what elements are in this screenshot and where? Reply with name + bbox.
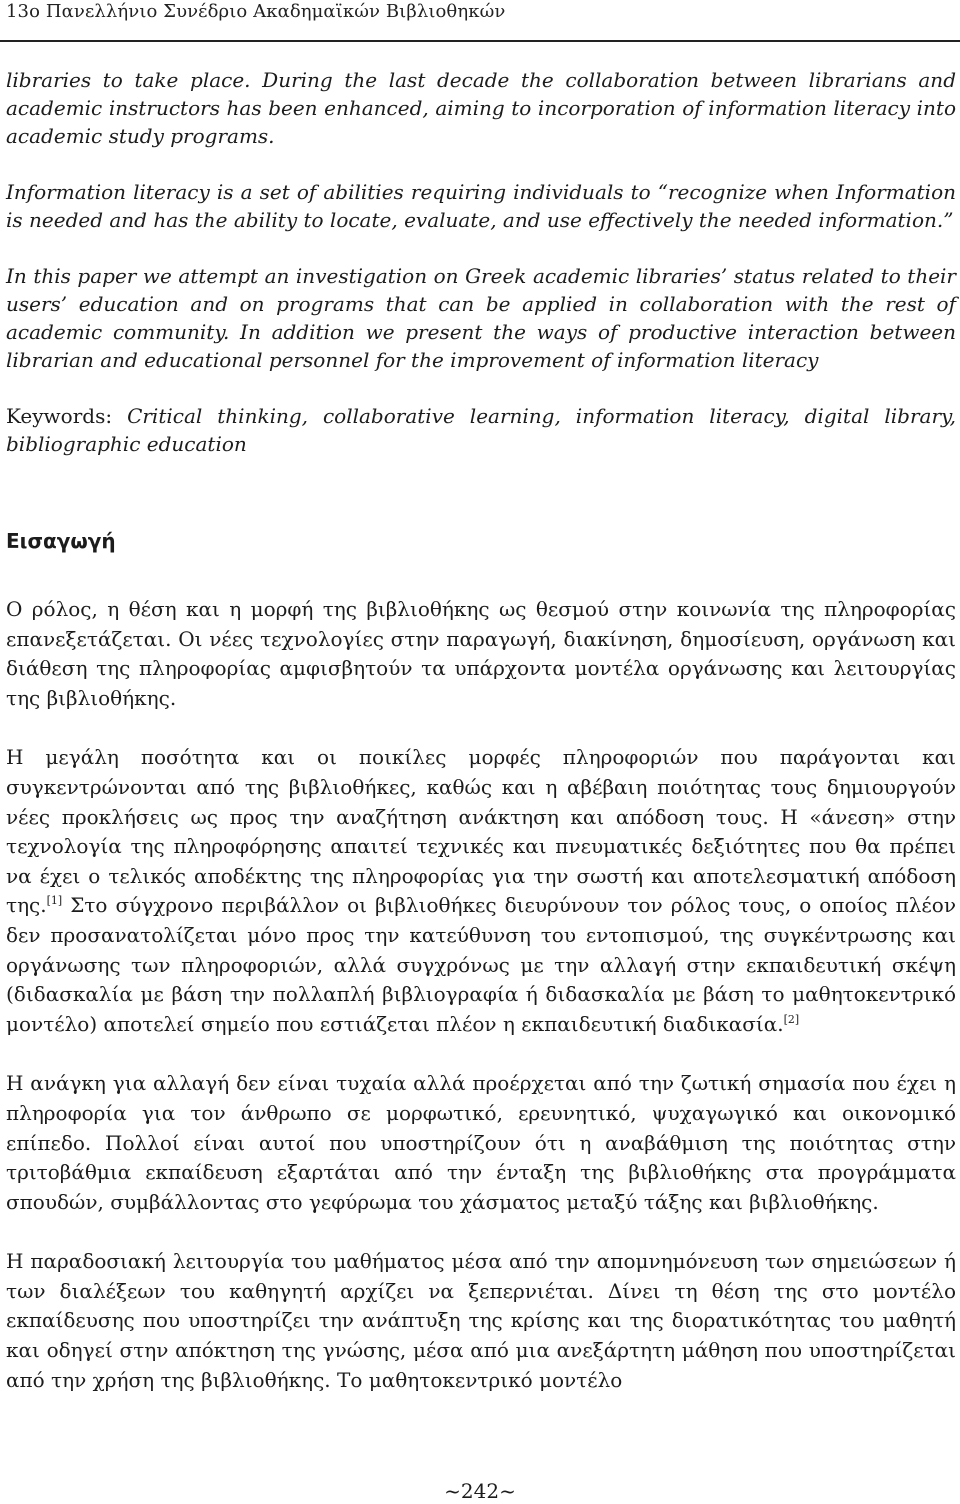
intro-paragraph-1: Ο ρόλος, η θέση και η μορφή της βιβλιοθήκης ως θεσμού στην κοινωνία της πληροφορίας επανεξετάζεται. Οι νέες τεχνολογίες στην παραγωγή, διακίνηση, δημοσίευση, οργάνωση και διάθεση της πληροφορίας αμφισβητούν τα υπάρχοντα μοντέλα οργάνωσης και λειτουργίας της βιβλιοθήκης.	[6, 597, 956, 710]
page-number: ~242~	[444, 1479, 516, 1503]
page-body	[6, 66, 956, 1395]
intro-paragraph-2	[6, 743, 956, 1039]
citation-ref-1: [1]	[46, 894, 63, 908]
keywords-list: Critical thinking, collaborative learning, information literacy, digital library, bibliographic education	[6, 404, 957, 456]
intro-paragraph-4: Η παραδοσιακή λειτουργία του μαθήματος μέσα από την απομνημόνευση των σημειώσεων ή των διαλέξεων του καθηγητή αρχίζει να ξεπερνιέται. Δίνει τη θέση της στο μοντέλο εκπαίδευσης που υποστηρίζει την ανάπτυξη της κρίσης και της διορατικότητας του μαθητή και οδηγεί στην απόκτηση της γνώσης, μέσα από μια ανεξάρτητη μάθηση που υποστηρίζεται από την χρήση της βιβλιοθήκης. Το μαθητοκεντρικό μοντέλο	[6, 1249, 956, 1392]
abstract-paragraph-1: libraries to take place. During the last decade the collaboration between librarians and academic instructors has been enhanced, aiming to incorporation of information literacy into academic study programs.	[6, 68, 956, 148]
keywords-line	[6, 402, 956, 458]
abstract-paragraph-3: In this paper we attempt an investigation on Greek academic libraries’ status related to their users’ education and on programs that can be applied in collaboration with the rest of academic community. In addition we present the ways of productive interaction between librarian and educational personnel for the improvement of information literacy	[6, 264, 956, 372]
section-heading: Εισαγωγή	[6, 529, 116, 553]
keywords-label: Keywords:	[6, 404, 113, 428]
intro-paragraph-2-part-a: Η μεγάλη ποσότητα και οι ποικίλες μορφές πληροφοριών που παράγονται και συγκεντρώνονται από της βιβλιοθήκες, καθώς και η αβέβαιη ποιότητας τους δημιουργούν νέες προκλήσεις ως προς την αναζήτηση ανάκτηση και απόδοση τους. Η «άνεση» στην τεχνολογία της πληροφόρησης απαιτεί τεχνικές και πνευματικές δεξιότητες που θα πρέπει να έχει ο τελικός αποδέκτης της πληροφορίας για την σωστή και αποτελεσματική απόδοση της.	[6, 745, 956, 918]
intro-paragraph-3: Η ανάγκη για αλλαγή δεν είναι τυχαία αλλά προέρχεται από την ζωτική σημασία που έχει η πληροφορία για τον άνθρωπο σε μορφωτικό, ερευνητικό, ψυχαγωγικό και οικονομικό επίπεδο. Πολλοί είναι αυτοί που υποστηρίζουν ότι η αναβάθμιση της ποιότητας στην τριτοβάθμια εκπαίδευση εξαρτάται από την ένταξη της βιβλιοθήκης στα προγράμματα σπουδών, συμβάλλοντας στο γεφύρωμα του χάσματος μεταξύ τάξης και βιβλιοθήκης.	[6, 1071, 956, 1214]
header-rule	[0, 40, 960, 42]
running-header: 13ο Πανελλήνιο Συνέδριο Ακαδημαϊκών Βιβλιοθηκών	[6, 1, 506, 22]
intro-paragraph-2-part-b: Στο σύγχρονο περιβάλλον οι βιβλιοθήκες διευρύνουν τον ρόλος τους, ο οποίος πλέον δεν προσανατολίζεται μόνο προς την κατεύθυνση του εντοπισμού, της συγκέντρωσης και οργάνωσης των πληροφοριών, αλλά συγχρόνως με την αλλαγή στην εκπαιδευτική σκέψη (διδασκαλία με βάση την πολλαπλή βιβλιογραφία ή διδασκαλία με βάση το μαθητοκεντρικό μοντέλο) αποτελεί σημείο που εστιάζεται πλέον η εκπαιδευτική διαδικασία.	[6, 893, 956, 1036]
abstract-paragraph-2: Information literacy is a set of abilities requiring individuals to “recognize when Information is needed and has the ability to locate, evaluate, and use effectively the needed information.”	[6, 180, 956, 232]
citation-ref-2: [2]	[783, 1012, 800, 1026]
